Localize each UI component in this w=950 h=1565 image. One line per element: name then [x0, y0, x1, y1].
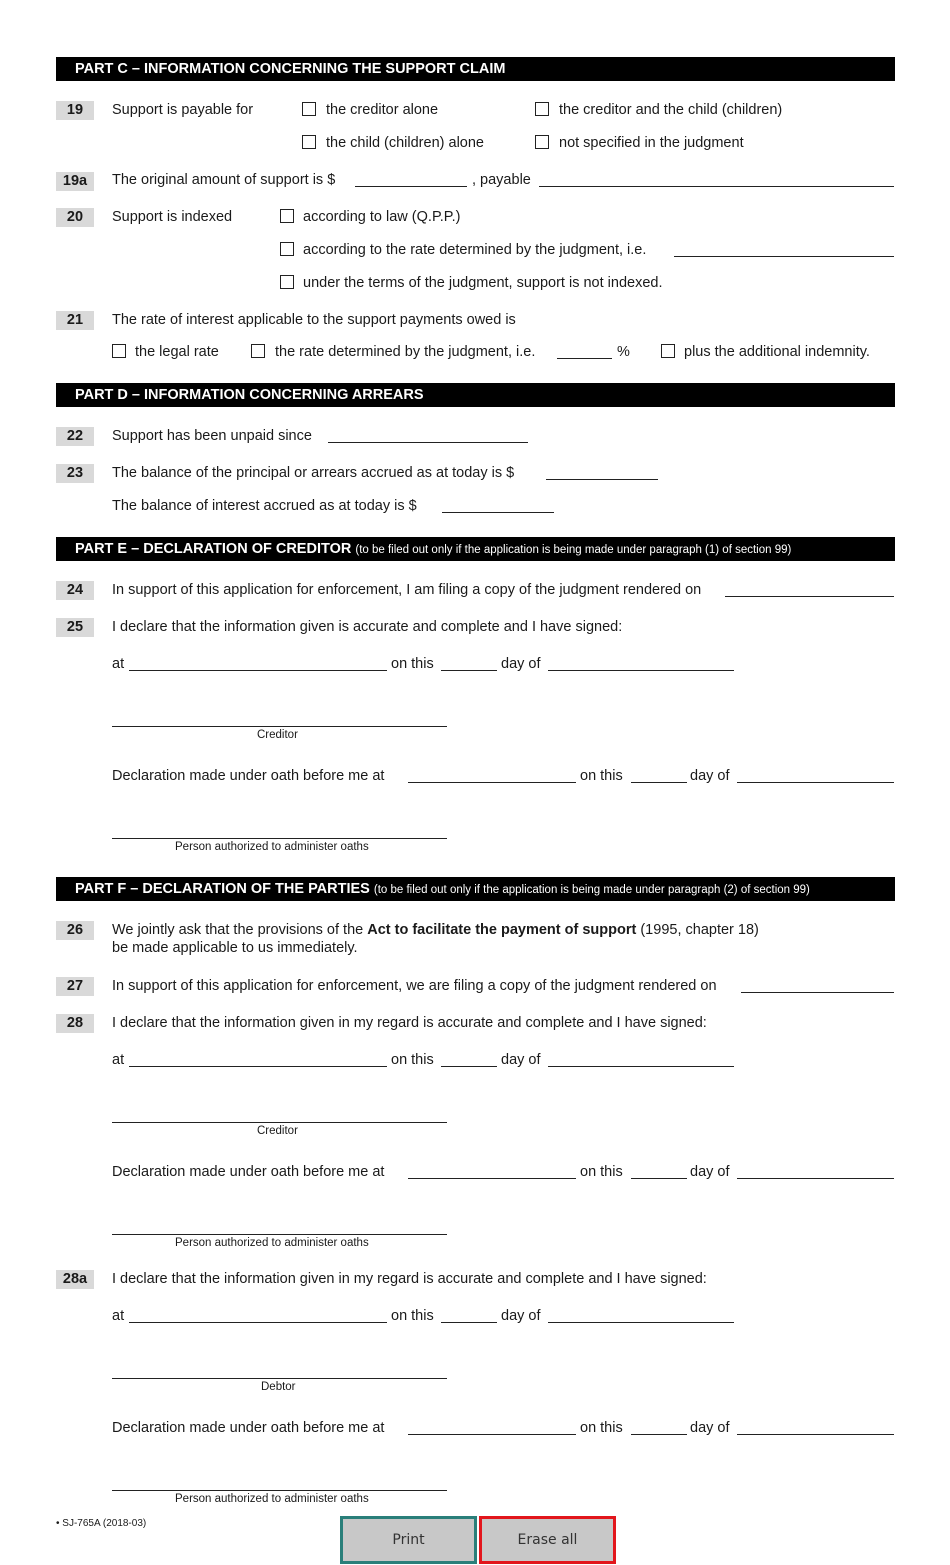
oath-label: Declaration made under oath before me at — [112, 768, 385, 784]
item-number-28: 28 — [56, 1014, 94, 1033]
debtor-caption: Debtor — [261, 1381, 296, 1393]
q28a-text: I declare that the information given in my regard is accurate and complete and I have signed: — [112, 1271, 707, 1287]
on-this-label: on this — [391, 1308, 434, 1324]
checkbox-creditor-alone[interactable] — [302, 102, 316, 116]
on-this-label: on this — [580, 1420, 623, 1436]
place-field-28[interactable] — [129, 1066, 387, 1067]
q19a-text2: , payable — [472, 172, 531, 188]
q21-opt1-label: the legal rate — [135, 344, 219, 360]
debtor-signature-line[interactable] — [112, 1378, 447, 1379]
percent-sign: % — [617, 344, 630, 360]
checkbox-legal-rate[interactable] — [112, 344, 126, 358]
checkbox-judgment-rate[interactable] — [251, 344, 265, 358]
principal-arrears-field[interactable] — [546, 479, 658, 480]
part-f-header: PART F – DECLARATION OF THE PARTIES (to be filed out only if the application is being made under paragraph (2) of section 99) — [56, 877, 895, 901]
erase-all-button[interactable]: Erase all — [479, 1516, 616, 1564]
authorized-signature-line[interactable] — [112, 838, 447, 839]
interest-rate-field[interactable] — [557, 358, 612, 359]
q23-text1: The balance of the principal or arrears accrued as at today is $ — [112, 465, 515, 481]
q19-opt1-label: the creditor alone — [326, 102, 439, 118]
item-number-19: 19 — [56, 101, 94, 120]
original-amount-field[interactable] — [355, 186, 467, 187]
item-number-25: 25 — [56, 618, 94, 637]
oath-label: Declaration made under oath before me at — [112, 1420, 385, 1436]
checkbox-indexed-by-judgment-rate[interactable] — [280, 242, 294, 256]
checkbox-indexed-by-law[interactable] — [280, 209, 294, 223]
q19a-text1: The original amount of support is $ — [112, 172, 336, 188]
q19-label: Support is payable for — [112, 102, 254, 118]
creditor-signature-line[interactable] — [112, 726, 447, 727]
creditor-caption: Creditor — [257, 1125, 298, 1137]
oath-month-year-field-25[interactable] — [737, 782, 894, 783]
q25-text: I declare that the information given is accurate and complete and I have signed: — [112, 619, 623, 635]
oath-month-year-field-28[interactable] — [737, 1178, 894, 1179]
part-c-header: PART C – INFORMATION CONCERNING THE SUPPORT CLAIM — [56, 57, 895, 81]
oath-label: Declaration made under oath before me at — [112, 1164, 385, 1180]
on-this-label: on this — [391, 656, 434, 672]
authorized-signature-line-28[interactable] — [112, 1234, 447, 1235]
month-year-field-28[interactable] — [548, 1066, 734, 1067]
day-field-28a[interactable] — [441, 1322, 497, 1323]
on-this-label: on this — [391, 1052, 434, 1068]
checkbox-not-specified[interactable] — [535, 135, 549, 149]
day-of-label: day of — [501, 656, 541, 672]
day-of-label: day of — [690, 1164, 730, 1180]
oath-place-field-25[interactable] — [408, 782, 576, 783]
part-d-header: PART D – INFORMATION CONCERNING ARREARS — [56, 383, 895, 407]
day-of-label: day of — [690, 1420, 730, 1436]
unpaid-since-field[interactable] — [328, 442, 528, 443]
day-of-label: day of — [690, 768, 730, 784]
on-this-label: on this — [580, 768, 623, 784]
authorized-caption: Person authorized to administer oaths — [175, 1493, 369, 1505]
q20-label: Support is indexed — [112, 209, 233, 225]
at-label: at — [112, 1308, 125, 1324]
checkbox-child-alone[interactable] — [302, 135, 316, 149]
creditor-signature-line-28[interactable] — [112, 1122, 447, 1123]
item-number-20: 20 — [56, 208, 94, 227]
item-number-22: 22 — [56, 427, 94, 446]
part-e-header: PART E – DECLARATION OF CREDITOR (to be filed out only if the application is being made under paragraph (1) of section 99) — [56, 537, 895, 561]
day-of-label: day of — [501, 1308, 541, 1324]
oath-day-field-28[interactable] — [631, 1178, 687, 1179]
interest-balance-field[interactable] — [442, 512, 554, 513]
day-field-25[interactable] — [441, 670, 497, 671]
authorized-caption: Person authorized to administer oaths — [175, 841, 369, 853]
item-number-21: 21 — [56, 311, 94, 330]
item-number-27: 27 — [56, 977, 94, 996]
print-button[interactable]: Print — [340, 1516, 477, 1564]
checkbox-creditor-and-child[interactable] — [535, 102, 549, 116]
q22-text: Support has been unpaid since — [112, 428, 312, 444]
q26-text: We jointly ask that the provisions of the Act to facilitate the payment of support (1995, chapter 18) — [112, 922, 759, 938]
item-number-28a: 28a — [56, 1270, 94, 1289]
item-number-23: 23 — [56, 464, 94, 483]
oath-place-field-28[interactable] — [408, 1178, 576, 1179]
q27-text: In support of this application for enforcement, we are filing a copy of the judgment rendered on — [112, 978, 717, 994]
checkbox-additional-indemnity[interactable] — [661, 344, 675, 358]
at-label: at — [112, 656, 125, 672]
judgment-date-field-24[interactable] — [725, 596, 894, 597]
indexation-rate-field[interactable] — [674, 256, 894, 257]
oath-day-field-25[interactable] — [631, 782, 687, 783]
day-of-label: day of — [501, 1052, 541, 1068]
on-this-label: on this — [580, 1164, 623, 1180]
form-code: • SJ-765A (2018-03) — [56, 1518, 147, 1529]
q20-opt1-label: according to law (Q.P.P.) — [303, 209, 461, 225]
q19-opt3-label: the child (children) alone — [326, 135, 484, 151]
item-number-19a: 19a — [56, 172, 94, 191]
payable-frequency-field[interactable] — [539, 186, 894, 187]
oath-day-field-28a[interactable] — [631, 1434, 687, 1435]
authorized-signature-line-28a[interactable] — [112, 1490, 447, 1491]
day-field-28[interactable] — [441, 1066, 497, 1067]
oath-month-year-field-28a[interactable] — [737, 1434, 894, 1435]
checkbox-not-indexed[interactable] — [280, 275, 294, 289]
q23-text2: The balance of interest accrued as at today is $ — [112, 498, 417, 514]
q28-text: I declare that the information given in my regard is accurate and complete and I have signed: — [112, 1015, 707, 1031]
place-field-25[interactable] — [129, 670, 387, 671]
month-year-field-28a[interactable] — [548, 1322, 734, 1323]
item-number-26: 26 — [56, 921, 94, 940]
creditor-caption: Creditor — [257, 729, 298, 741]
oath-place-field-28a[interactable] — [408, 1434, 576, 1435]
q19-opt4-label: not specified in the judgment — [559, 135, 744, 151]
judgment-date-field-27[interactable] — [741, 992, 894, 993]
q26-text-line2: be made applicable to us immediately. — [112, 940, 358, 956]
at-label: at — [112, 1052, 125, 1068]
q24-text: In support of this application for enforcement, I am filing a copy of the judgment rendered on — [112, 582, 702, 598]
authorized-caption: Person authorized to administer oaths — [175, 1237, 369, 1249]
q21-opt3-label: plus the additional indemnity. — [684, 344, 870, 360]
q19-opt2-label: the creditor and the child (children) — [559, 102, 783, 118]
q20-opt3-label: under the terms of the judgment, support is not indexed. — [303, 275, 663, 291]
month-year-field-25[interactable] — [548, 670, 734, 671]
q21-text: The rate of interest applicable to the support payments owed is — [112, 312, 516, 328]
q21-opt2-label: the rate determined by the judgment, i.e. — [275, 344, 536, 360]
q20-opt2-label: according to the rate determined by the judgment, i.e. — [303, 242, 647, 258]
item-number-24: 24 — [56, 581, 94, 600]
place-field-28a[interactable] — [129, 1322, 387, 1323]
